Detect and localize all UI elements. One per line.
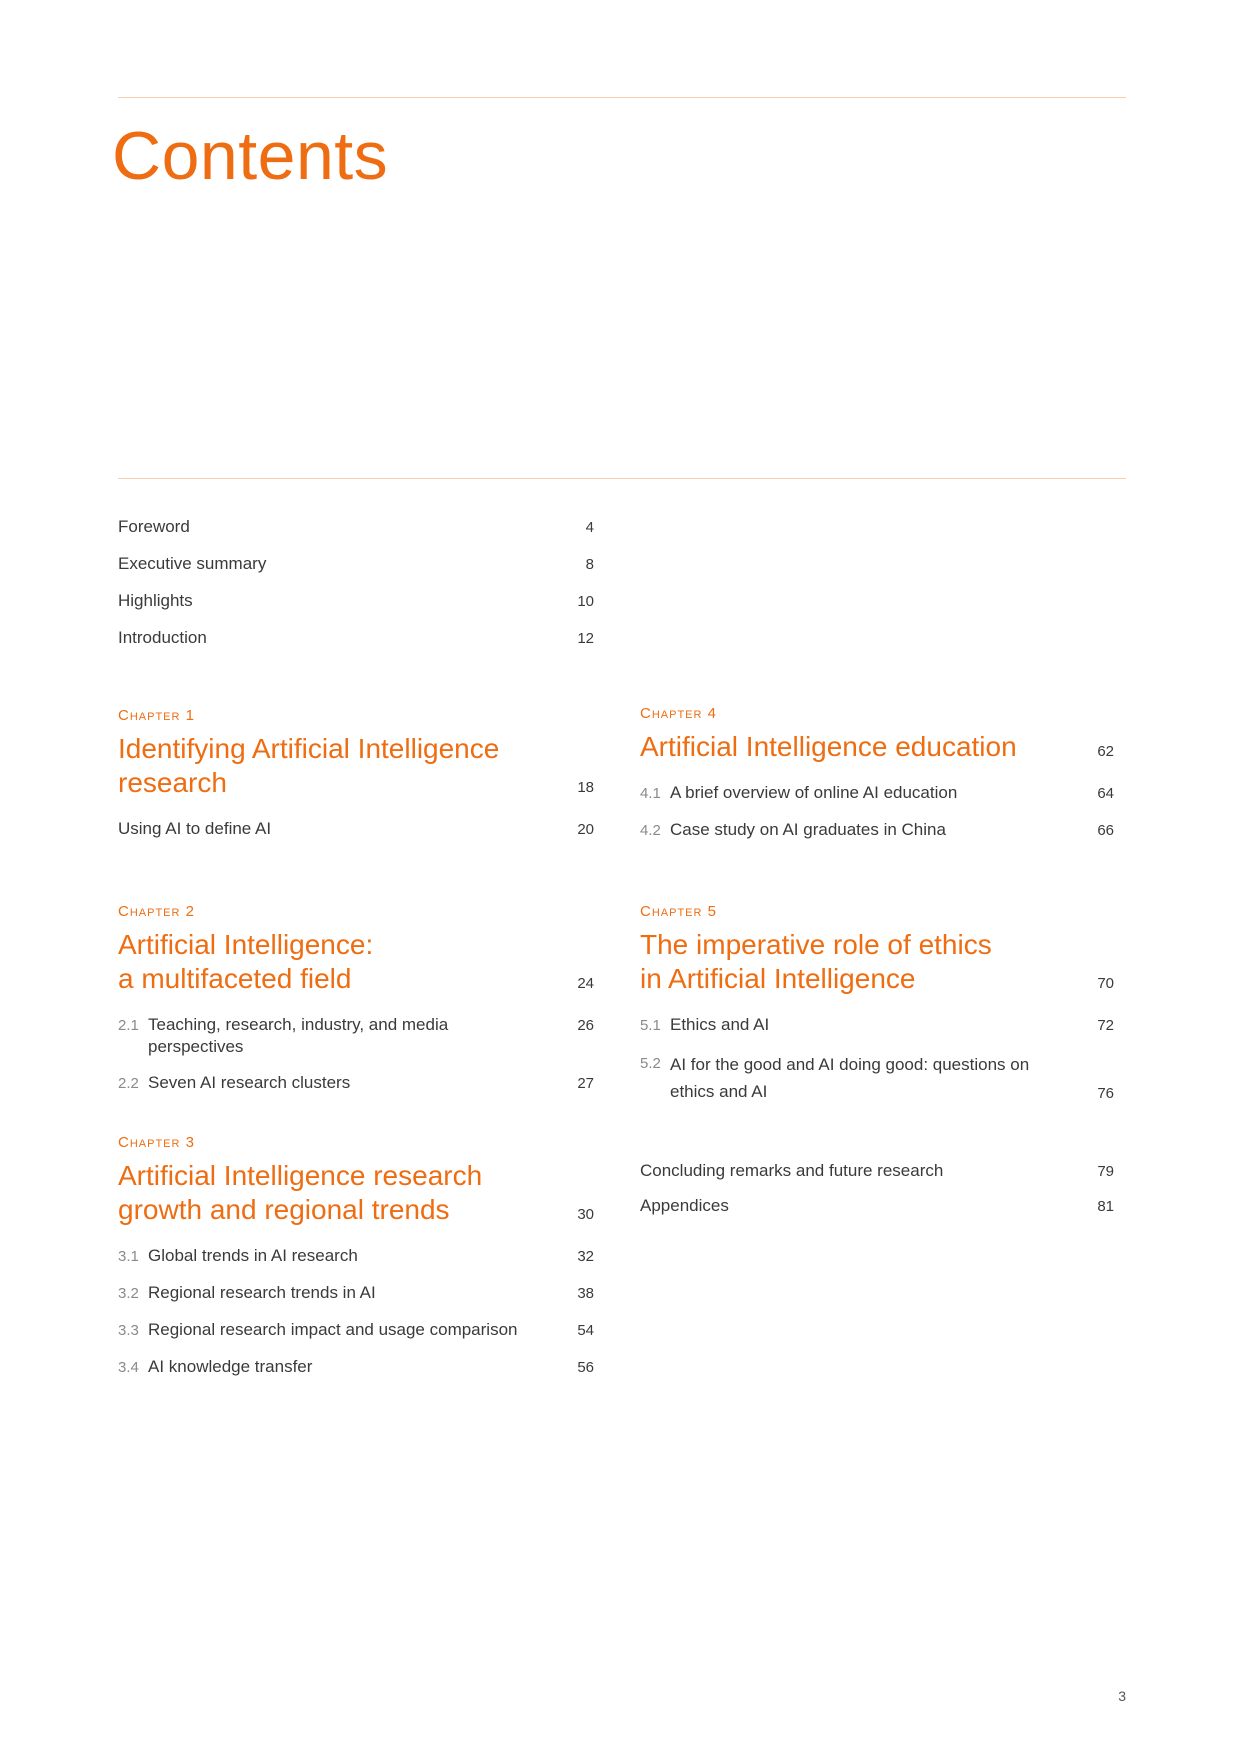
chapter-title: Identifying Artificial Intelligence research [118, 733, 500, 798]
toc-entry-appendices[interactable] [640, 1195, 1114, 1218]
toc-section-number: 5.1 [640, 1017, 661, 1034]
toc-entry-label: Highlights [118, 591, 193, 610]
toc-section[interactable] [118, 1282, 594, 1305]
toc-entry-label: Executive summary [118, 554, 267, 573]
toc-entry-page: 79 [1097, 1163, 1114, 1180]
toc-entry-label: Appendices [640, 1196, 729, 1215]
toc-section-number: 3.2 [118, 1285, 139, 1302]
page-number: 3 [1118, 1688, 1126, 1704]
back-matter-list [640, 1160, 1114, 1218]
toc-entry-label: Foreword [118, 517, 190, 536]
toc-section-page: 56 [577, 1359, 594, 1376]
toc-section-number: 2.2 [118, 1075, 139, 1092]
toc-section-label: AI for the good and AI doing good: questions on ethics and AI [670, 1055, 1030, 1101]
toc-section-label: Using AI to define AI [118, 819, 272, 838]
toc-entry-label: Introduction [118, 628, 207, 647]
front-matter-list [118, 516, 594, 650]
toc-section-number: 5.2 [640, 1055, 661, 1072]
chapter-label: Chapter 5 [640, 903, 717, 920]
chapter-label: Chapter 4 [640, 705, 717, 722]
chapter-1 [118, 706, 594, 841]
chapter-3 [118, 1133, 594, 1379]
toc-section[interactable] [640, 819, 1114, 842]
chapter-5 [640, 902, 1114, 1105]
toc-section[interactable] [118, 1014, 594, 1058]
toc-section-number: 2.1 [118, 1017, 139, 1034]
chapter-page: 30 [577, 1206, 594, 1223]
toc-section[interactable] [640, 782, 1114, 805]
toc-section-page: 32 [577, 1248, 594, 1265]
toc-section-page: 76 [1097, 1085, 1114, 1102]
toc-section-page: 54 [577, 1322, 594, 1339]
toc-section-number: 3.3 [118, 1322, 139, 1339]
toc-section-page: 72 [1097, 1017, 1114, 1034]
toc-section-page: 64 [1097, 785, 1114, 802]
chapter-title: Artificial Intelligence: a multifaceted field [118, 929, 374, 994]
toc-section-number: 3.4 [118, 1359, 139, 1376]
top-rule [118, 97, 1126, 98]
toc-section-page: 38 [577, 1285, 594, 1302]
toc-entry-page: 4 [585, 519, 594, 536]
toc-section[interactable] [118, 1072, 594, 1095]
toc-section[interactable] [640, 1014, 1114, 1037]
chapter-heading[interactable] [640, 928, 1114, 996]
toc-divider [118, 478, 1126, 479]
toc-entry-page: 81 [1097, 1198, 1114, 1215]
toc-entry-concluding-remarks[interactable] [640, 1160, 1114, 1183]
chapter-label: Chapter 2 [118, 903, 195, 920]
toc-section-number: 3.1 [118, 1248, 139, 1265]
toc-section[interactable] [640, 1051, 1114, 1105]
toc-section-page: 27 [577, 1075, 594, 1092]
toc-section-page: 66 [1097, 822, 1114, 839]
chapter-page: 62 [1097, 743, 1114, 760]
toc-section-label: AI knowledge transfer [148, 1357, 313, 1376]
toc-entry-page: 12 [577, 630, 594, 647]
toc-section[interactable] [118, 818, 594, 841]
toc-entry-page: 8 [585, 556, 594, 573]
toc-section[interactable] [118, 1245, 594, 1268]
chapter-heading[interactable] [640, 730, 1114, 764]
chapter-heading[interactable] [118, 732, 594, 800]
chapter-2 [118, 902, 594, 1095]
toc-section-label: Regional research trends in AI [148, 1283, 376, 1302]
chapter-title: Artificial Intelligence education [640, 731, 1017, 762]
page-title: Contents [112, 118, 389, 194]
toc-section-label: A brief overview of online AI education [670, 783, 958, 802]
toc-section-page: 26 [577, 1017, 594, 1034]
chapter-page: 24 [577, 975, 594, 992]
toc-section-number: 4.2 [640, 822, 661, 839]
toc-section[interactable] [118, 1319, 594, 1342]
chapter-page: 70 [1097, 975, 1114, 992]
toc-section-label: Ethics and AI [670, 1015, 770, 1034]
chapter-title: The imperative role of ethics in Artificial Intelligence [640, 929, 992, 994]
toc-section-label: Case study on AI graduates in China [670, 820, 946, 839]
chapter-label: Chapter 3 [118, 1134, 195, 1151]
toc-entry-highlights[interactable] [118, 590, 594, 613]
toc-section-label: Global trends in AI research [148, 1246, 358, 1265]
chapter-label: Chapter 1 [118, 707, 195, 724]
chapter-page: 18 [577, 779, 594, 796]
chapter-heading[interactable] [118, 928, 594, 996]
toc-entry-introduction[interactable] [118, 627, 594, 650]
toc-section-page: 20 [577, 821, 594, 838]
toc-entry-executive-summary[interactable] [118, 553, 594, 576]
toc-entry-page: 10 [577, 593, 594, 610]
chapter-heading[interactable] [118, 1159, 594, 1227]
toc-section-number: 4.1 [640, 785, 661, 802]
toc-section-label: Seven AI research clusters [148, 1073, 351, 1092]
toc-entry-label: Concluding remarks and future research [640, 1161, 944, 1180]
toc-section-label: Regional research impact and usage comparison [148, 1320, 518, 1339]
toc-entry-foreword[interactable] [118, 516, 594, 539]
chapter-title: Artificial Intelligence research growth and regional trends [118, 1160, 483, 1225]
toc-section-label: Teaching, research, industry, and media perspectives [148, 1015, 449, 1056]
toc-section[interactable] [118, 1356, 594, 1379]
chapter-4 [640, 704, 1114, 842]
